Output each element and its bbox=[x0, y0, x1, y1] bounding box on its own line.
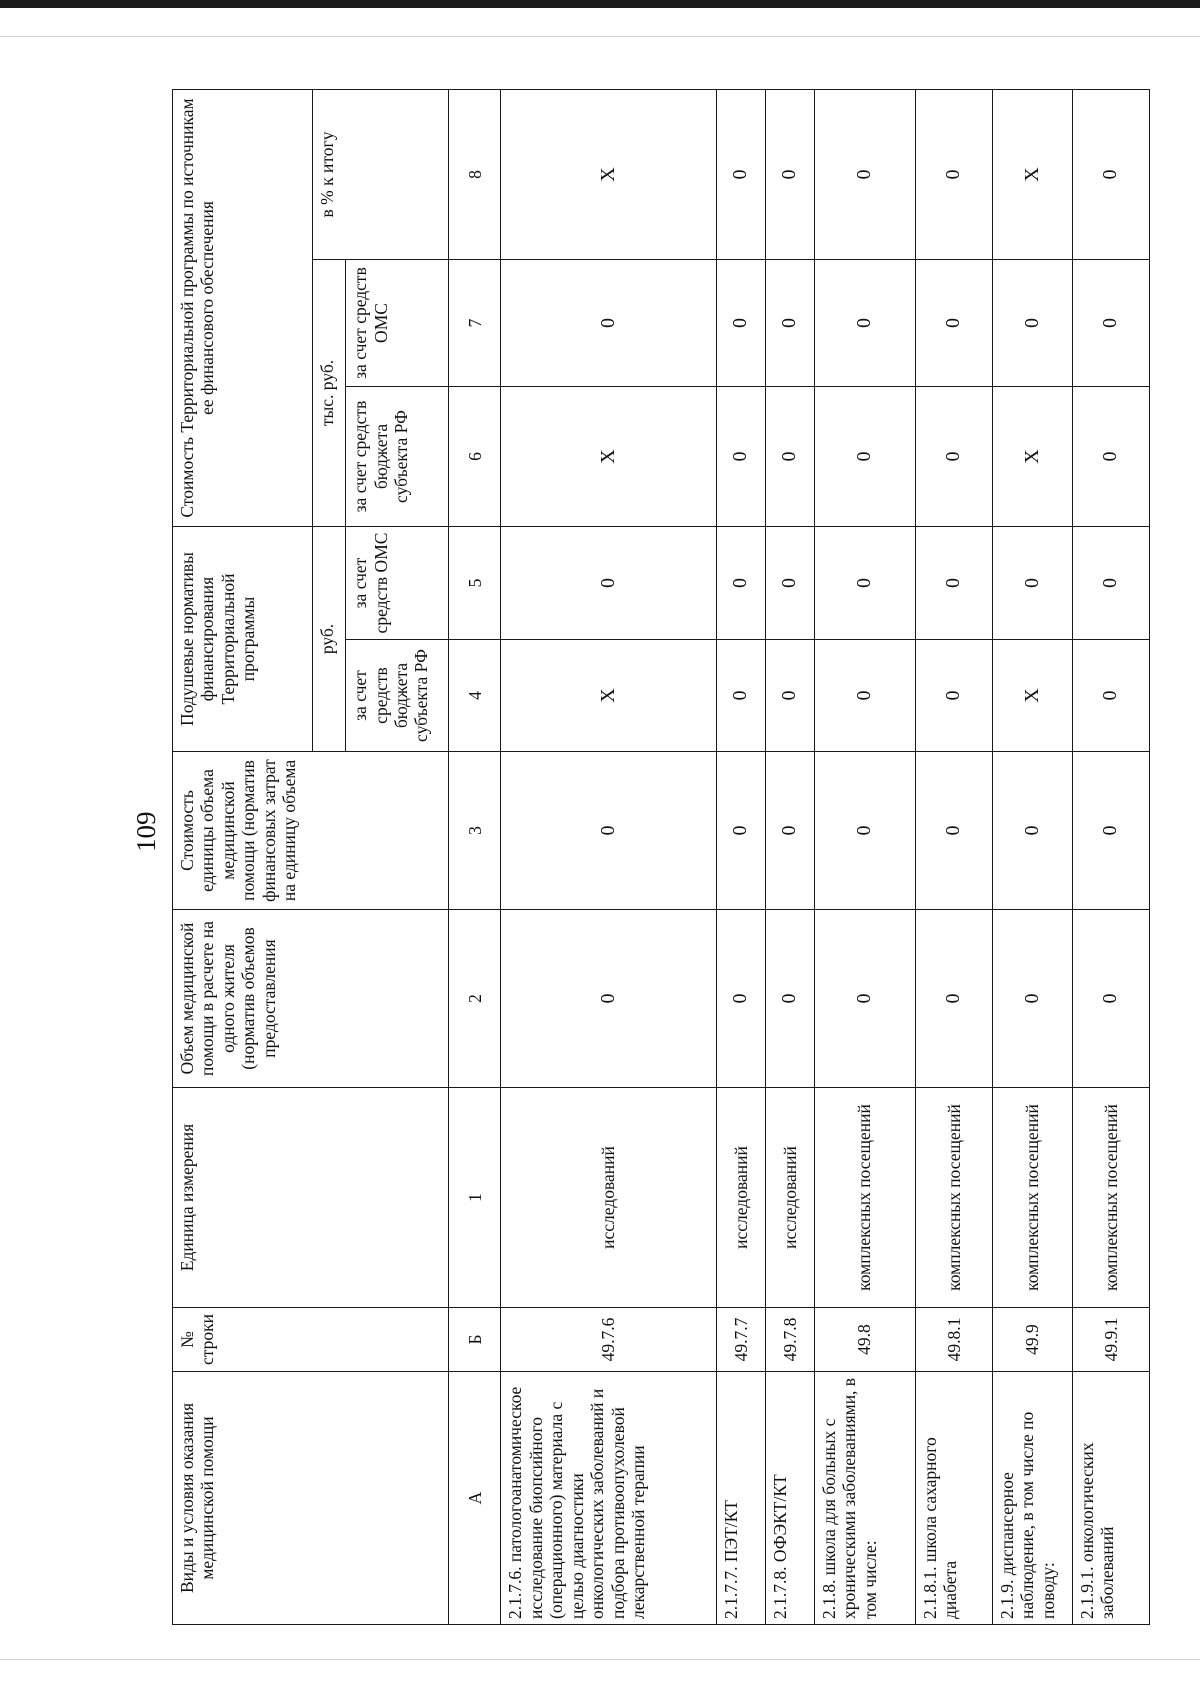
table-row bbox=[1072, 89, 1149, 1624]
table-row bbox=[765, 89, 814, 1624]
value-per-capita-budget: Х bbox=[992, 640, 1072, 752]
header-per-capita-oms: за счет средств ОМС bbox=[346, 527, 449, 640]
column-number: 1 bbox=[449, 1088, 501, 1308]
value-volume: 0 bbox=[814, 910, 915, 1088]
value-per-capita-budget: 0 bbox=[915, 640, 992, 752]
header-kind: Виды и условия оказания медицинской помощи bbox=[173, 1372, 449, 1625]
value-volume: 0 bbox=[992, 910, 1072, 1088]
value-cost-budget: Х bbox=[992, 387, 1072, 527]
table-row bbox=[501, 89, 717, 1624]
header-cost-oms: за счет средств ОМС bbox=[346, 260, 449, 387]
column-number: 8 bbox=[449, 89, 501, 259]
value-volume: 0 bbox=[1072, 910, 1149, 1088]
scan-border bbox=[0, 0, 1200, 8]
table-row bbox=[915, 89, 992, 1624]
rotated-table-wrapper bbox=[172, 90, 1150, 1625]
value-unit-cost: 0 bbox=[992, 752, 1072, 910]
row-number: 49.7.8 bbox=[765, 1308, 814, 1372]
column-number-row bbox=[449, 89, 501, 1624]
row-unit: комплексных посещений bbox=[915, 1088, 992, 1308]
value-per-capita-budget: 0 bbox=[1072, 640, 1149, 752]
header-row-no: № строки bbox=[173, 1308, 449, 1372]
row-unit: исследований bbox=[501, 1088, 717, 1308]
value-cost-budget: 0 bbox=[1072, 387, 1149, 527]
table-row bbox=[992, 89, 1072, 1624]
value-cost-budget: 0 bbox=[765, 387, 814, 527]
value-cost-budget: 0 bbox=[717, 387, 766, 527]
header-program-cost: Стоимость Территориальной программы по источникам ее финансового обеспечения bbox=[173, 89, 313, 526]
value-percent: 0 bbox=[765, 89, 814, 259]
row-label: 2.1.9.1. онкологических заболеваний bbox=[1072, 1372, 1149, 1625]
value-per-capita-oms: 0 bbox=[1072, 527, 1149, 640]
column-number: Б bbox=[449, 1308, 501, 1372]
value-per-capita-oms: 0 bbox=[765, 527, 814, 640]
value-per-capita-budget: 0 bbox=[765, 640, 814, 752]
header-rub: руб. bbox=[312, 527, 345, 752]
row-unit: комплексных посещений bbox=[814, 1088, 915, 1308]
row-unit: исследований bbox=[717, 1088, 766, 1308]
value-unit-cost: 0 bbox=[1072, 752, 1149, 910]
row-label: 2.1.9. диспансерное наблюдение, в том числе по поводу: bbox=[992, 1372, 1072, 1625]
row-unit: комплексных посещений bbox=[1072, 1088, 1149, 1308]
header-per-capita: Подушевые нормативы финансирования Территориальной программы bbox=[173, 527, 313, 752]
value-per-capita-budget: 0 bbox=[717, 640, 766, 752]
column-number: 5 bbox=[449, 527, 501, 640]
header-per-capita-budget: за счет средств бюджета субъекта РФ bbox=[346, 640, 449, 752]
value-per-capita-budget: Х bbox=[501, 640, 717, 752]
row-number: 49.8.1 bbox=[915, 1308, 992, 1372]
value-cost-oms: 0 bbox=[814, 260, 915, 387]
row-unit: комплексных посещений bbox=[992, 1088, 1072, 1308]
row-number: 49.7.6 bbox=[501, 1308, 717, 1372]
value-volume: 0 bbox=[717, 910, 766, 1088]
page-number: 109 bbox=[131, 811, 161, 852]
value-per-capita-oms: 0 bbox=[992, 527, 1072, 640]
cost-table bbox=[172, 89, 1150, 1625]
header-thousand-rub: тыс. руб. bbox=[312, 260, 345, 527]
header-unit-cost: Стоимость единицы объема медицинской помощи (норматив финансовых затрат на единицу объема bbox=[173, 752, 449, 910]
column-number: А bbox=[449, 1372, 501, 1625]
column-number: 3 bbox=[449, 752, 501, 910]
table-row bbox=[814, 89, 915, 1624]
value-percent: 0 bbox=[1072, 89, 1149, 259]
row-number: 49.7.7 bbox=[717, 1308, 766, 1372]
value-cost-oms: 0 bbox=[1072, 260, 1149, 387]
row-label: 2.1.7.7. ПЭТ/КТ bbox=[717, 1372, 766, 1625]
table-row bbox=[717, 89, 766, 1624]
value-unit-cost: 0 bbox=[915, 752, 992, 910]
value-cost-oms: 0 bbox=[915, 260, 992, 387]
value-per-capita-oms: 0 bbox=[915, 527, 992, 640]
row-label: 2.1.8.1. школа сахарного диабета bbox=[915, 1372, 992, 1625]
value-percent: Х bbox=[992, 89, 1072, 259]
value-cost-oms: 0 bbox=[992, 260, 1072, 387]
header-percent-total: в % к итогу bbox=[312, 89, 449, 259]
scan-line bbox=[0, 1659, 1200, 1660]
value-volume: 0 bbox=[765, 910, 814, 1088]
value-unit-cost: 0 bbox=[814, 752, 915, 910]
value-cost-oms: 0 bbox=[717, 260, 766, 387]
header-unit: Единица измерения bbox=[173, 1088, 449, 1308]
row-label: 2.1.8. школа для больных с хроническими заболеваниями, в том числе: bbox=[814, 1372, 915, 1625]
scan-line bbox=[0, 36, 1200, 37]
value-cost-oms: 0 bbox=[501, 260, 717, 387]
column-number: 6 bbox=[449, 387, 501, 527]
value-per-capita-oms: 0 bbox=[501, 527, 717, 640]
value-per-capita-oms: 0 bbox=[814, 527, 915, 640]
value-volume: 0 bbox=[915, 910, 992, 1088]
value-unit-cost: 0 bbox=[717, 752, 766, 910]
column-number: 4 bbox=[449, 640, 501, 752]
value-percent: 0 bbox=[814, 89, 915, 259]
value-per-capita-budget: 0 bbox=[814, 640, 915, 752]
value-cost-budget: 0 bbox=[814, 387, 915, 527]
column-number: 7 bbox=[449, 260, 501, 387]
value-unit-cost: 0 bbox=[501, 752, 717, 910]
value-cost-budget: 0 bbox=[915, 387, 992, 527]
value-cost-oms: 0 bbox=[765, 260, 814, 387]
header-volume: Объем медицинской помощи в расчете на одного жителя (норматив объемов предоставления bbox=[173, 910, 449, 1088]
row-unit: исследований bbox=[765, 1088, 814, 1308]
row-number: 49.9 bbox=[992, 1308, 1072, 1372]
value-percent: Х bbox=[501, 89, 717, 259]
row-number: 49.8 bbox=[814, 1308, 915, 1372]
value-percent: 0 bbox=[717, 89, 766, 259]
column-number: 2 bbox=[449, 910, 501, 1088]
row-label: 2.1.7.6. патологоанатомическое исследование биопсийного (операционного) материала с целью диагностики онкологических заболеваний и подбора противоопухолевой лекарственной терапии bbox=[501, 1372, 717, 1625]
value-cost-budget: Х bbox=[501, 387, 717, 527]
row-label: 2.1.7.8. ОФЭКТ/КТ bbox=[765, 1372, 814, 1625]
value-unit-cost: 0 bbox=[765, 752, 814, 910]
value-volume: 0 bbox=[501, 910, 717, 1088]
header-cost-budget: за счет средств бюджета субъекта РФ bbox=[346, 387, 449, 527]
value-percent: 0 bbox=[915, 89, 992, 259]
value-per-capita-oms: 0 bbox=[717, 527, 766, 640]
row-number: 49.9.1 bbox=[1072, 1308, 1149, 1372]
